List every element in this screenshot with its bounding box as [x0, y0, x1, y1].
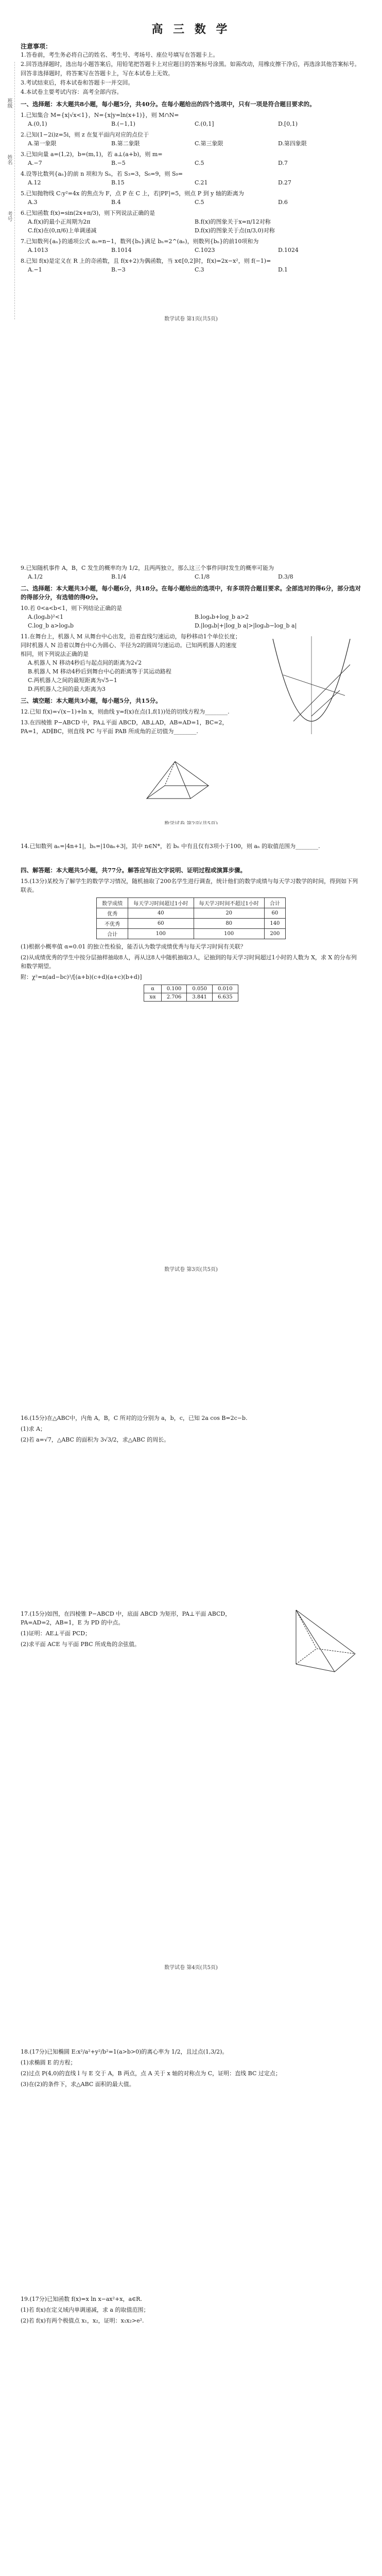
question-6: 6.已知函数 f(x)=sin(2x+π/3)，则下列说法正确的是 — [21, 210, 155, 216]
page-1 — [0, 0, 382, 330]
question-18-part-3: (3)在(2)的条件下，求△ABC 面积的最大值。 — [21, 2081, 135, 2088]
table-cell: 2.706 — [161, 993, 187, 1002]
option: B.−3 — [111, 266, 126, 273]
prism-edge — [296, 1610, 335, 1672]
page-title: 高 三 数 学 — [151, 23, 231, 36]
page-footer: 数学试卷 第3页(共5页) — [164, 1267, 218, 1273]
notice-heading: 注意事项： — [21, 43, 52, 50]
page-3 — [0, 824, 382, 1288]
table-cell: 0.050 — [187, 985, 213, 993]
option: B.15 — [111, 179, 125, 186]
question-15-part-1: (1)根据小概率值 α=0.01 的独立性检验，能否认为数学成绩优秀与每天学习时间有关联？ — [21, 943, 246, 950]
page-2 — [0, 515, 382, 845]
notice-item: 3.考试结束后，将本试卷和答题卡一并交回。 — [21, 79, 134, 86]
option: B.第二象限 — [111, 140, 140, 147]
option: C.第三象限 — [195, 140, 223, 147]
question-1: 1.已知集合 M={x|√x<1}，N={x|y=ln(x+1)}，则 M∩N= — [21, 112, 179, 118]
pyramid-figure — [139, 757, 216, 809]
table-cell: 6.635 — [213, 993, 238, 1002]
binding-line — [14, 62, 15, 319]
option: B.4 — [111, 199, 121, 206]
page-5 — [0, 2025, 382, 2576]
option: D.7 — [278, 160, 288, 166]
option: D.27 — [278, 179, 291, 186]
table-row — [97, 919, 286, 929]
option: D.两机器人之间的最大距离为3 — [28, 686, 106, 692]
critical-value-table — [144, 985, 238, 1002]
table-cell: 合计 — [264, 898, 285, 908]
question-16-part-2: (2)若 a=√7，△ABC 的面积为 3√3/2，求△ABC 的周长。 — [21, 1436, 170, 1443]
question-15-part-2: (2)从成绩优秀的学生中按分层抽样抽取8人，再从这8人中随机抽取3人，记抽到的每天学习时间超过1小时的人数为 X，求 X 的分布列和数学期望。 — [21, 954, 357, 970]
prism-edge — [296, 1610, 317, 1649]
table-cell: xα — [144, 993, 161, 1002]
prism-figure — [286, 1602, 363, 1680]
table-cell: 每天学习时间超过1小时 — [128, 898, 194, 908]
question-4: 4.设等比数列{aₙ}的前 n 项和为 Sₙ，若 S₃=3，S₆=9，则 S₉= — [21, 171, 183, 177]
question-19: 19.(17分)已知函数 f(x)=x ln x−ax²+x，a∈R. — [21, 2296, 142, 2302]
option: C.21 — [195, 179, 208, 186]
side-label-class: 班级 — [6, 98, 12, 108]
option: D.1 — [278, 266, 288, 273]
question-13: 13.在四棱锥 P−ABCD 中，PA⊥平面 ABCD，AB⊥AD，AB=AD=1，BC=2，PA=1，AD∥BC，则直线 PC 与平面 PAB 所成角的正切值为________. — [21, 719, 228, 735]
table-row — [97, 929, 286, 939]
option: C.log_b a>logₐb — [28, 622, 74, 629]
prism-edge — [335, 1654, 355, 1672]
table-cell: 80 — [194, 919, 264, 929]
table-cell: 合计 — [97, 929, 128, 939]
option: B.logₐb+log_b a>2 — [195, 614, 249, 620]
section-heading: 四、解答题：本大题共5小题，共77分。解答应写出文字说明、证明过程或演算步骤。 — [21, 867, 247, 874]
table-cell: 140 — [264, 919, 285, 929]
question-3: 3.已知向量 a=(1,2)，b=(m,1)，若 a⊥(a+b)，则 m= — [21, 151, 163, 158]
parabola-figure — [263, 634, 360, 737]
pyramid-edge — [165, 761, 175, 786]
section-heading: 三、填空题：本大题共3小题，每小题5分，共15分。 — [21, 697, 162, 704]
option: A.1013 — [28, 247, 48, 253]
pyramid-base — [147, 786, 209, 799]
option: D.|logₐb|+|log_b a|>|logₐb−log_b a| — [195, 622, 297, 629]
table-row — [144, 993, 238, 1002]
table-cell: 数学成绩 — [97, 898, 128, 908]
option: A.−1 — [28, 266, 42, 273]
notice-item: 1.答卷前，考生务必将自己的姓名、考生号、考场号、座位号填写在答题卡上。 — [21, 52, 219, 58]
option: C.1023 — [195, 247, 215, 253]
question-14: 14.已知数列 aₙ=|4n+1|，bₙ=|10aₙ+3|，其中 n∈N*，若 bₙ 中有且仅有3项小于100，则 aₙ 的取值范围为________. — [21, 843, 320, 850]
option: C.1/8 — [195, 573, 210, 580]
option: D.1024 — [278, 247, 299, 253]
table-cell: 每天学习时间不超过1小时 — [194, 898, 264, 908]
contingency-table — [96, 897, 286, 939]
table-cell: 100 — [128, 929, 194, 939]
prism-edge — [296, 1649, 317, 1664]
page-footer: 数学试卷 第4页(共5页) — [164, 1965, 218, 1971]
option: B.−5 — [111, 160, 126, 166]
side-label-name: 姓名 — [6, 155, 12, 165]
option: D.f(x)的图象关于点(π/3,0)对称 — [195, 227, 275, 234]
option: A.(logₐb)²<1 — [28, 614, 64, 620]
question-16: 16.(15分)在△ABC中，内角 A，B，C 所对的边分别为 a，b，c，已知 2a cos B=2c−b. — [21, 1415, 248, 1421]
table-cell: 20 — [194, 908, 264, 919]
helper-line — [311, 690, 340, 716]
option: A.1/2 — [28, 573, 43, 580]
option: B.1/4 — [111, 573, 127, 580]
question-11: 11.在舞台上，机器人 M 从舞台中心出发，沿着直线匀速运动，每秒移动1个单位长度；同时机器人 N 沿着以舞台中心为圆心、半径为2的圆周匀速运动。已知两机器人的速度相同，则下列说法正确的是 — [21, 633, 241, 657]
option: B.1014 — [111, 247, 132, 253]
option: C.f(x)在(0,π/6)上单调递减 — [28, 227, 97, 234]
question-7: 7.已知数列{aₙ}的通项公式 aₙ=n−1，数列{bₙ}满足 bₙ=2^(aₙ)，则数列{bₙ}的前10项和为 — [21, 238, 259, 245]
option: A.机器人 N 移动4秒后与起点间的距离为2√2 — [28, 659, 142, 666]
side-label-id: 考号 — [6, 211, 12, 222]
page-4 — [0, 1391, 382, 1984]
option: D.3/8 — [278, 573, 293, 580]
table-cell: 0.100 — [161, 985, 187, 993]
table-cell: 不优秀 — [97, 919, 128, 929]
prism-edge — [296, 1610, 355, 1654]
question-2: 2.已知(1−2i)z=5i，则 z 在复平面内对应的点位于 — [21, 131, 149, 138]
option: C.两机器人之间的最短距离为√5−1 — [28, 677, 117, 684]
question-17-part-2: (2)求平面 ACE 与平面 PBC 所成角的余弦值。 — [21, 1641, 141, 1648]
table-cell: 优秀 — [97, 908, 128, 919]
option: A.−7 — [28, 160, 42, 166]
question-19-part-1: (1)若 f(x)在定义域内单调递减，求 a 的取值范围； — [21, 2307, 149, 2313]
chi-square-formula: 附：χ²=n(ad−bc)²/[(a+b)(c+d)(a+c)(b+d)] — [21, 974, 142, 980]
table-cell: 100 — [194, 929, 264, 939]
notice-list — [21, 50, 361, 97]
question-18-part-1: (1)求椭圆 E 的方程； — [21, 2059, 76, 2066]
table-cell: 60 — [264, 908, 285, 919]
question-5: 5.已知抛物线 C:y²=4x 的焦点为 F，点 P 在 C 上，若|PF|=5，则点 P 到 y 轴的距离为 — [21, 190, 244, 197]
option: C.5 — [195, 160, 204, 166]
question-18-part-2: (2)过点 P(4,0)的直线 l 与 E 交于 A，B 两点，点 A 关于 x 轴的对称点为 C，证明：直线 BC 过定点； — [21, 2070, 281, 2077]
prism-edge — [296, 1664, 335, 1672]
question-9: 9.已知随机事件 A，B，C 发生的概率均为 1/2，且两两独立，那么这三个事件同时发生的概率可能为 — [21, 565, 274, 571]
option: A.第一象限 — [28, 140, 57, 147]
question-15: 15.(13分)某校为了解学生的数学学习情况，随机抽取了200名学生进行调查，统计他们的数学成绩与每天学习数学的时间，得到如下列联表。 — [21, 878, 358, 893]
question-10: 10.若 0<a<b<1，则下列结论正确的是 — [21, 605, 123, 612]
option: A.12 — [28, 179, 41, 186]
section-heading: 二、选择题：本大题共3小题，每小题6分，共18分。在每小题给出的选项中，有多项符合题目要求。全部选对的得6分，部分选对的得部分分，有选错的得0分。 — [21, 585, 361, 601]
question-19-part-2: (2)若 f(x)有两个极值点 x₁，x₂，证明：x₁x₂>e². — [21, 2317, 144, 2324]
option: B.(−1,1) — [111, 121, 135, 127]
question-18: 18.(17分)已知椭圆 E:x²/a²+y²/b²=1(a>b>0)的离心率为 1/2，且过点(1,3/2)。 — [21, 2048, 228, 2055]
question-12: 12.已知 f(x)=√(x−1)+ln x，则曲线 y=f(x)在点(1,f(1))处的切线方程为________. — [21, 708, 230, 715]
option: D.[0,1) — [278, 121, 298, 127]
pyramid-edge — [147, 761, 175, 799]
option: B.机器人 M 移动4秒后到舞台中心的距离等于其运动路程 — [28, 668, 171, 675]
table-cell: 60 — [128, 919, 194, 929]
table-cell: 3.841 — [187, 993, 213, 1002]
notice-item: 2.回答选择题时，选出每小题答案后，用铅笔把答题卡上对应题目的答案标号涂黑。如需改动，用橡皮擦干净后，再选涂其他答案标号。回答非选择题时，将答案写在答题卡上，写在本试卷上无效。 — [21, 61, 360, 77]
chord-line — [283, 675, 345, 696]
option: A.f(x)的最小正周期为2π — [28, 218, 91, 225]
option: A.(0,1) — [28, 121, 47, 127]
notice-item: 4.本试卷主要考试内容：高考全部内容。 — [21, 89, 123, 95]
option: D.第四象限 — [278, 140, 307, 147]
section-heading: 一、选择题：本大题共8小题，每小题5分，共40分。在每小题给出的四个选项中，只有一项是符合题目要求的。 — [21, 100, 316, 108]
table-cell: 200 — [264, 929, 285, 939]
option: C.5 — [195, 199, 204, 206]
question-16-part-1: (1)求 A； — [21, 1426, 46, 1432]
question-17: 17.(15分)如图，在四棱锥 P−ABCD 中，底面 ABCD 为矩形，PA⊥平面 ABCD，PA=AD=2，AB=1，E 为 PD 的中点。 — [21, 1611, 231, 1626]
option: B.f(x)的图象关于x=π/12对称 — [195, 218, 271, 225]
table-cell: α — [144, 985, 161, 993]
question-8: 8.已知 f(x)是定义在 R 上的奇函数，且 f(x+2)为偶函数，当 x∈[0,2]时，f(x)=2x−x²，则 f(−1)= — [21, 258, 271, 264]
table-row — [97, 908, 286, 919]
option: C.(0,1] — [195, 121, 214, 127]
page-footer: 数学试卷 第1页(共5页) — [164, 316, 218, 322]
table-row — [97, 898, 286, 908]
table-cell: 40 — [128, 908, 194, 919]
option: C.3 — [195, 266, 204, 273]
question-17-part-1: (1)证明：AE⊥平面 PCD； — [21, 1630, 91, 1637]
option: A.3 — [28, 199, 38, 206]
table-cell: 0.010 — [213, 985, 238, 993]
option: D.6 — [278, 199, 288, 206]
table-row — [144, 985, 238, 993]
tangent-line — [293, 665, 350, 721]
